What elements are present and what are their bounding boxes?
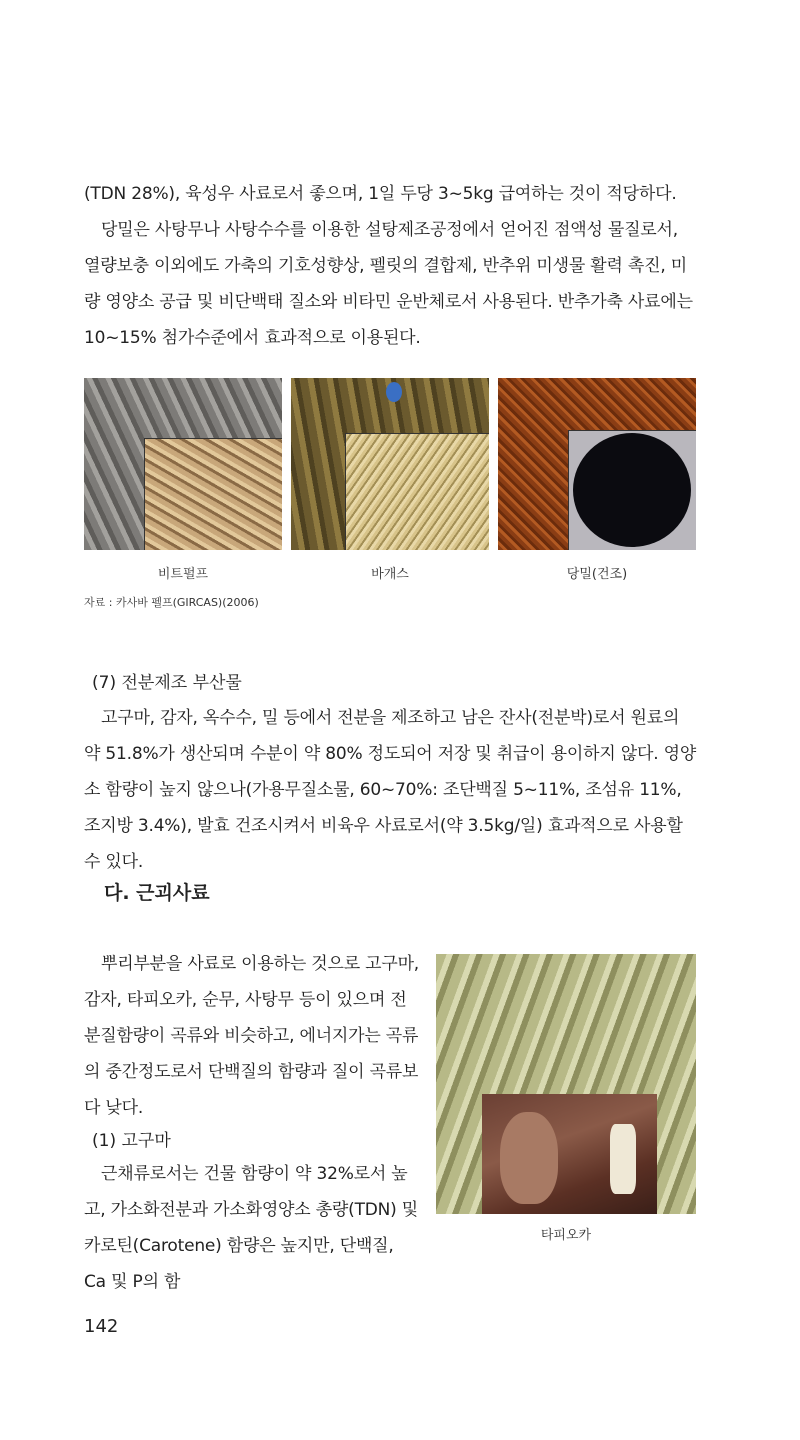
bagasse-photo bbox=[291, 378, 489, 550]
blue-tag-icon bbox=[386, 382, 402, 402]
tapioca-photo bbox=[436, 954, 696, 1214]
section-heading-starch: (7) 전분제조 부산물 bbox=[92, 673, 242, 693]
paragraph-starch: 고구마, 감자, 옥수수, 밀 등에서 전분을 제조하고 남은 잔사(전분박)로서 원료의 약 51.8%가 생산되며 수분이 약 80% 정도되어 저장 및 취급이 용이하지 않다. 영양소 함량이 높지 않으나(가용무질소물, 60~70%: 조단백질 5~11%, 조섬유 11%, 조지방 3.4%), 발효 건조시켜서 비육우 사료로서(약 3.5kg/일) 효과적으로 사용할 수 있다. bbox=[84, 708, 697, 872]
molasses-photo bbox=[498, 378, 696, 550]
cassava-root-piece bbox=[500, 1112, 558, 1204]
caption-molasses: 당밀(건조) bbox=[566, 567, 628, 582]
section-heading-root-feed: 다. 근괴사료 bbox=[104, 882, 210, 904]
caption-beet-pulp: 비트펄프 bbox=[157, 567, 209, 582]
section-heading-sweet-potato: (1) 고구마 bbox=[92, 1131, 171, 1151]
caption-tapioca: 타피오카 bbox=[540, 1228, 592, 1243]
page-number: 142 bbox=[84, 1316, 119, 1337]
bagasse-inset-photo bbox=[345, 433, 489, 550]
paragraph-tdn: (TDN 28%), 육성우 사료로서 좋으며, 1일 두당 3~5kg 급여하는 것이 적당하다. bbox=[84, 184, 677, 204]
paragraph-molasses: 당밀은 사탕무나 사탕수수를 이용한 설탕제조공정에서 얻어진 점액성 물질로서, 열량보충 이외에도 가축의 기호성향상, 펠릿의 결합제, 반추위 미생물 활력 촉진, 미량 영양소 공급 및 비단백태 질소와 비타민 운반체로서 사용된다. 반추가축 사료에는 10~15% 첨가수준에서 효과적으로 이용된다. bbox=[84, 220, 693, 348]
dried-molasses-disc bbox=[573, 433, 691, 547]
beet-pulp-photo bbox=[84, 378, 282, 550]
cassava-root-inset-photo bbox=[482, 1094, 657, 1214]
beet-pulp-inset-photo bbox=[144, 438, 282, 550]
cassava-cut-face bbox=[610, 1124, 636, 1194]
molasses-inset-photo bbox=[568, 430, 696, 550]
paragraph-sweet-potato: 근채류로서는 건물 함량이 약 32%로서 높고, 가소화전분과 가소화영양소 총량(TDN) 및 카로틴(Carotene) 함량은 높지만, 단백질, Ca 및 P의 함 bbox=[84, 1164, 419, 1292]
source-note: 자료 : 카사바 펠프(GIRCAS)(2006) bbox=[84, 596, 259, 609]
paragraph-root-feed: 뿌리부분을 사료로 이용하는 것으로 고구마, 감자, 타피오카, 순무, 사탕무 등이 있으며 전분질함량이 곡류와 비슷하고, 에너지가는 곡류의 중간정도로서 단백질의 함량과 질이 곡류보다 낮다. bbox=[84, 954, 420, 1118]
caption-bagasse: 바개스 bbox=[371, 567, 409, 582]
